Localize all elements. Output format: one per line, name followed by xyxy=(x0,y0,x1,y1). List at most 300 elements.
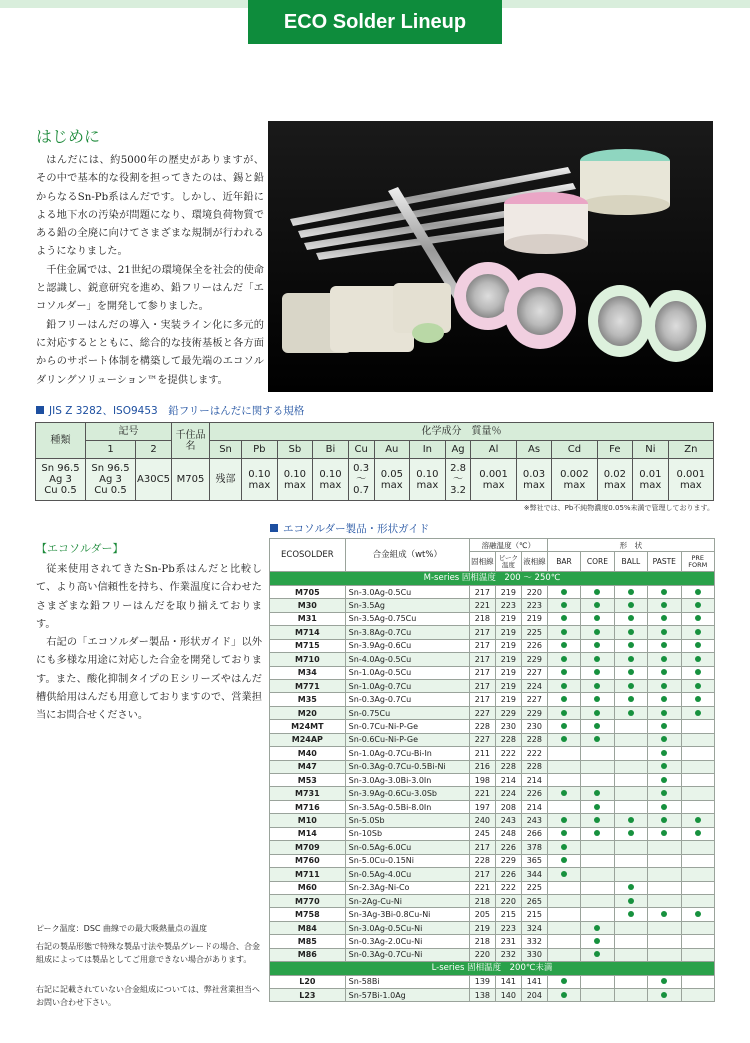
alloy-code: M709 xyxy=(270,841,346,854)
liquidus-temp: 225 xyxy=(521,881,547,894)
solidus-temp: 217 xyxy=(469,639,495,652)
jis-element-header: As xyxy=(516,441,552,459)
available-dot-icon xyxy=(695,602,701,608)
liquidus-temp: 378 xyxy=(521,841,547,854)
intro-paragraph: はんだには、約5000年の歴史がありますが、その中で基本的な役割を担ってきたのは、錫と鉛からなるSn-Pb系はんだです。しかし、近年鉛による地下水の汚染が問題になり、環境負荷物質である鉛の全廃に向けてさまざまな規制が行われるようになりました。 xyxy=(36,155,264,258)
available-dot-icon xyxy=(561,790,567,796)
shape-availability-cell xyxy=(648,639,681,652)
peak-temp: 219 xyxy=(495,612,521,625)
jis-value-cell: 0.001 max xyxy=(668,459,713,501)
shape-availability-cell xyxy=(648,948,681,961)
shape-availability-cell xyxy=(547,693,580,706)
liquidus-temp: 230 xyxy=(521,720,547,733)
guide-paste-header: PASTE xyxy=(648,552,681,572)
available-dot-icon xyxy=(561,669,567,675)
shape-availability-cell xyxy=(614,908,647,921)
solidus-temp: 205 xyxy=(469,908,495,921)
jis-value-cell: 0.03 max xyxy=(516,459,552,501)
alloy-composition: Sn-0.75Cu xyxy=(345,706,469,719)
available-dot-icon xyxy=(695,589,701,595)
shape-availability-cell xyxy=(581,800,614,813)
table-row xyxy=(270,774,715,787)
alloy-composition: Sn-3.5Ag-0.75Cu xyxy=(345,612,469,625)
guide-heading-text: エコソルダー製品・形状ガイド xyxy=(283,523,430,535)
alloy-code: M34 xyxy=(270,666,346,679)
guide-peak-header: ピーク 温度 xyxy=(495,552,521,572)
available-dot-icon xyxy=(561,589,567,595)
shape-availability-cell xyxy=(581,612,614,625)
shape-availability-cell xyxy=(614,868,647,881)
shape-availability-cell xyxy=(648,693,681,706)
solidus-temp: 221 xyxy=(469,881,495,894)
table-row xyxy=(270,894,715,907)
available-dot-icon xyxy=(561,656,567,662)
shape-availability-cell xyxy=(681,666,715,679)
available-dot-icon xyxy=(661,736,667,742)
liquidus-temp: 266 xyxy=(521,827,547,840)
available-dot-icon xyxy=(661,777,667,783)
available-dot-icon xyxy=(594,615,600,621)
available-dot-icon xyxy=(661,642,667,648)
shape-availability-cell xyxy=(547,653,580,666)
alloy-code: M716 xyxy=(270,800,346,813)
available-dot-icon xyxy=(661,589,667,595)
guide-heading xyxy=(270,521,429,536)
intro-paragraph: 千住金属では、21世紀の環境保全を社会的使命と認識し、鋭意研究を進め、鉛フリーはんだ「エコソルダー」を開発して参りました。 xyxy=(36,264,264,313)
liquidus-temp: 344 xyxy=(521,868,547,881)
shape-availability-cell xyxy=(614,827,647,840)
available-dot-icon xyxy=(661,763,667,769)
shape-availability-cell xyxy=(581,706,614,719)
shape-availability-cell xyxy=(681,800,715,813)
shape-availability-cell xyxy=(581,989,614,1002)
alloy-composition: Sn-5.0Cu-0.15Ni xyxy=(345,854,469,867)
jis-table xyxy=(35,422,714,501)
shape-availability-cell xyxy=(614,948,647,961)
jis-senju-cell: M705 xyxy=(172,459,210,501)
shape-availability-cell xyxy=(547,827,580,840)
peak-temp: 243 xyxy=(495,814,521,827)
shape-availability-cell xyxy=(648,814,681,827)
shape-availability-cell xyxy=(581,921,614,934)
shape-availability-cell xyxy=(547,935,580,948)
available-dot-icon xyxy=(594,830,600,836)
table-row xyxy=(270,827,715,840)
alloy-code: M14 xyxy=(270,827,346,840)
alloy-composition: Sn-3.0Ag-3.0Bi-3.0In xyxy=(345,774,469,787)
available-dot-icon xyxy=(695,669,701,675)
table-row xyxy=(270,841,715,854)
available-dot-icon xyxy=(661,750,667,756)
available-dot-icon xyxy=(594,642,600,648)
shape-availability-cell xyxy=(648,747,681,760)
jis-value-cell: 0.3 〜 0.7 xyxy=(348,459,374,501)
available-dot-icon xyxy=(561,992,567,998)
shape-availability-cell xyxy=(547,800,580,813)
jis-value-cell: 0.02 max xyxy=(597,459,633,501)
shape-availability-cell xyxy=(547,881,580,894)
page-banner: ECO Solder Lineup xyxy=(248,0,502,44)
peak-temp: 141 xyxy=(495,975,521,988)
table-row xyxy=(270,747,715,760)
shape-availability-cell xyxy=(581,908,614,921)
alloy-composition: Sn-10Sb xyxy=(345,827,469,840)
jis-element-header: Ni xyxy=(633,441,669,459)
shape-availability-cell xyxy=(648,935,681,948)
available-dot-icon xyxy=(661,804,667,810)
table-row xyxy=(270,787,715,800)
peak-temp: 222 xyxy=(495,881,521,894)
available-dot-icon xyxy=(594,804,600,810)
jis-symbol-header: 記号 xyxy=(86,423,172,441)
shape-availability-cell xyxy=(681,908,715,921)
eco-paragraph: 従来使用されてきたSn-Pb系はんだと比較して、より高い信頼性を持ち、作業温度に合わせたさまざまな鉛フリーはんだを取り揃えております。 xyxy=(36,564,262,630)
jis-value-cell: 0.001 max xyxy=(471,459,516,501)
shape-availability-cell xyxy=(614,693,647,706)
available-dot-icon xyxy=(594,790,600,796)
table-row xyxy=(270,908,715,921)
jis-heading xyxy=(36,403,304,418)
solidus-temp: 139 xyxy=(469,975,495,988)
available-dot-icon xyxy=(628,696,634,702)
alloy-code: M84 xyxy=(270,921,346,934)
series-header: L-series 固相温度 200℃未満 xyxy=(270,962,715,975)
guide-melting-header: 溶融温度（℃） xyxy=(469,539,547,552)
table-row xyxy=(270,800,715,813)
alloy-composition: Sn-1.0Ag-0.7Cu xyxy=(345,679,469,692)
peak-temp: 208 xyxy=(495,800,521,813)
available-dot-icon xyxy=(661,602,667,608)
liquidus-temp: 226 xyxy=(521,639,547,652)
shape-availability-cell xyxy=(547,747,580,760)
table-row xyxy=(270,868,715,881)
jis-senju-header: 千住品名 xyxy=(172,423,210,459)
available-dot-icon xyxy=(594,669,600,675)
alloy-code: M24AP xyxy=(270,733,346,746)
peak-temp: 228 xyxy=(495,760,521,773)
available-dot-icon xyxy=(561,602,567,608)
shape-availability-cell xyxy=(614,599,647,612)
shape-availability-cell xyxy=(614,989,647,1002)
liquidus-temp: 223 xyxy=(521,599,547,612)
jis-value-cell: 0.05 max xyxy=(374,459,410,501)
alloy-composition: Sn-0.5Ag-4.0Cu xyxy=(345,868,469,881)
shape-availability-cell xyxy=(648,666,681,679)
peak-temp: 219 xyxy=(495,653,521,666)
alloy-code: M710 xyxy=(270,653,346,666)
alloy-code: M47 xyxy=(270,760,346,773)
guide-composition-header: 合金組成（wt%） xyxy=(345,539,469,572)
liquidus-temp: 227 xyxy=(521,666,547,679)
shape-availability-cell xyxy=(581,747,614,760)
available-dot-icon xyxy=(628,898,634,904)
table-row xyxy=(270,814,715,827)
table-row xyxy=(270,666,715,679)
available-dot-icon xyxy=(561,978,567,984)
alloy-composition: Sn-0.7Cu-Ni-P-Ge xyxy=(345,720,469,733)
shape-availability-cell xyxy=(648,599,681,612)
jis-value-cell: 0.01 max xyxy=(633,459,669,501)
shape-availability-cell xyxy=(547,626,580,639)
alloy-code: M770 xyxy=(270,894,346,907)
solidus-temp: 211 xyxy=(469,747,495,760)
liquidus-temp: 229 xyxy=(521,706,547,719)
shape-availability-cell xyxy=(648,800,681,813)
alloy-code: M24MT xyxy=(270,720,346,733)
alloy-code: M30 xyxy=(270,599,346,612)
shape-availability-cell xyxy=(614,881,647,894)
solidus-temp: 217 xyxy=(469,653,495,666)
alloy-code: M20 xyxy=(270,706,346,719)
alloy-code: L20 xyxy=(270,975,346,988)
jis-heading-text: JIS Z 3282、ISO9453 鉛フリーはんだに関する規格 xyxy=(49,405,305,417)
available-dot-icon xyxy=(561,817,567,823)
jis-value-cell: 0.10 max xyxy=(313,459,349,501)
available-dot-icon xyxy=(661,710,667,716)
solidus-temp: 216 xyxy=(469,760,495,773)
available-dot-icon xyxy=(561,710,567,716)
available-dot-icon xyxy=(661,978,667,984)
alloy-composition: Sn-57Bi-1.0Ag xyxy=(345,989,469,1002)
shape-availability-cell xyxy=(581,679,614,692)
peak-temp: 223 xyxy=(495,599,521,612)
shape-availability-cell xyxy=(547,666,580,679)
shape-availability-cell xyxy=(681,814,715,827)
shape-availability-cell xyxy=(581,881,614,894)
jis-value-cell: 0.10 max xyxy=(277,459,313,501)
alloy-code: M10 xyxy=(270,814,346,827)
alloy-composition: Sn-0.3Ag-0.7Cu-0.5Bi-Ni xyxy=(345,760,469,773)
liquidus-temp: 204 xyxy=(521,989,547,1002)
available-dot-icon xyxy=(695,710,701,716)
available-dot-icon xyxy=(695,830,701,836)
jis-type-header: 種類 xyxy=(36,423,86,459)
shape-availability-cell xyxy=(681,774,715,787)
guide-ecosolder-header: ECOSOLDER xyxy=(270,539,346,572)
alloy-code: M40 xyxy=(270,747,346,760)
available-dot-icon xyxy=(594,736,600,742)
solidus-temp: 217 xyxy=(469,626,495,639)
guide-preform-header: PRE FORM xyxy=(681,552,715,572)
jis-value-cell: 0.10 max xyxy=(242,459,278,501)
available-dot-icon xyxy=(695,696,701,702)
intro-paragraph: 鉛フリーはんだの導入・実装ライン化に多元的に対応するとともに、総合的な技術基板と各方面からのサポート体制を構築して最先端のエコソルダリングソリューション™を提供します。 xyxy=(36,319,264,386)
available-dot-icon xyxy=(594,710,600,716)
footnote-peak: ピーク温度：DSC 曲線での最大吸熱量点の温度 xyxy=(36,924,208,933)
table-row xyxy=(270,720,715,733)
shape-availability-cell xyxy=(648,827,681,840)
shape-availability-cell xyxy=(648,653,681,666)
solidus-temp: 221 xyxy=(469,787,495,800)
alloy-composition: Sn-3.9Ag-0.6Cu xyxy=(345,639,469,652)
alloy-code: M35 xyxy=(270,693,346,706)
shape-availability-cell xyxy=(547,774,580,787)
available-dot-icon xyxy=(561,615,567,621)
table-row xyxy=(270,975,715,988)
solidus-temp: 138 xyxy=(469,989,495,1002)
jis-type-cell: Sn 96.5 Ag 3 Cu 0.5 xyxy=(36,459,86,501)
shape-availability-cell xyxy=(681,760,715,773)
shape-availability-cell xyxy=(648,921,681,934)
available-dot-icon xyxy=(661,723,667,729)
available-dot-icon xyxy=(594,602,600,608)
jis-col2-header: 2 xyxy=(136,441,172,459)
liquidus-temp: 227 xyxy=(521,693,547,706)
shape-availability-cell xyxy=(681,612,715,625)
shape-availability-cell xyxy=(681,894,715,907)
table-row xyxy=(270,854,715,867)
shape-availability-cell xyxy=(681,720,715,733)
eco-title: 【エコソルダー】 xyxy=(36,542,124,555)
shape-availability-cell xyxy=(648,612,681,625)
shape-availability-cell xyxy=(581,935,614,948)
eco-paragraph: 右記の「エコソルダー製品・形状ガイド」以外にも多様な用途に対応した合金を開発しております。また、酸化抑制タイプのＥシリーズやはんだ槽供給用はんだも用意しておりますので、営業担当にお問合せください。 xyxy=(36,637,262,722)
solidus-temp: 217 xyxy=(469,841,495,854)
table-row xyxy=(270,881,715,894)
shape-availability-cell xyxy=(581,585,614,598)
shape-availability-cell xyxy=(648,733,681,746)
solidus-temp: 228 xyxy=(469,854,495,867)
available-dot-icon xyxy=(695,683,701,689)
shape-availability-cell xyxy=(581,841,614,854)
peak-temp: 219 xyxy=(495,679,521,692)
peak-temp: 220 xyxy=(495,894,521,907)
jis-symbol1-cell: Sn 96.5 Ag 3 Cu 0.5 xyxy=(86,459,136,501)
alloy-composition: Sn-0.5Ag-6.0Cu xyxy=(345,841,469,854)
shape-availability-cell xyxy=(581,814,614,827)
available-dot-icon xyxy=(628,656,634,662)
shape-availability-cell xyxy=(581,639,614,652)
alloy-code: M53 xyxy=(270,774,346,787)
available-dot-icon xyxy=(561,830,567,836)
available-dot-icon xyxy=(661,615,667,621)
jis-element-header: Al xyxy=(471,441,516,459)
liquidus-temp: 243 xyxy=(521,814,547,827)
shape-availability-cell xyxy=(547,868,580,881)
shape-availability-cell xyxy=(547,599,580,612)
shape-availability-cell xyxy=(614,787,647,800)
alloy-composition: Sn-0.6Cu-Ni-P-Ge xyxy=(345,733,469,746)
alloy-composition: Sn-1.0Ag-0.5Cu xyxy=(345,666,469,679)
table-row xyxy=(270,653,715,666)
shape-availability-cell xyxy=(614,666,647,679)
shape-availability-cell xyxy=(648,868,681,881)
table-row xyxy=(270,585,715,598)
liquidus-temp: 214 xyxy=(521,774,547,787)
available-dot-icon xyxy=(628,884,634,890)
solidus-temp: 228 xyxy=(469,720,495,733)
table-row xyxy=(270,760,715,773)
alloy-composition: Sn-3.0Ag-0.5Cu-Ni xyxy=(345,921,469,934)
shape-availability-cell xyxy=(614,841,647,854)
shape-availability-cell xyxy=(581,787,614,800)
jis-element-header: Fe xyxy=(597,441,633,459)
shape-availability-cell xyxy=(581,733,614,746)
jis-element-header: In xyxy=(410,441,446,459)
alloy-code: M705 xyxy=(270,585,346,598)
available-dot-icon xyxy=(561,642,567,648)
shape-availability-cell xyxy=(681,693,715,706)
shape-availability-cell xyxy=(547,921,580,934)
intro-text xyxy=(36,152,264,390)
shape-availability-cell xyxy=(614,935,647,948)
available-dot-icon xyxy=(695,642,701,648)
jis-chem-header: 化学成分 質量％ xyxy=(210,423,714,441)
available-dot-icon xyxy=(661,830,667,836)
available-dot-icon xyxy=(695,911,701,917)
shape-availability-cell xyxy=(648,894,681,907)
shape-availability-cell xyxy=(581,948,614,961)
solidus-temp: 227 xyxy=(469,706,495,719)
shape-availability-cell xyxy=(648,975,681,988)
peak-temp: 230 xyxy=(495,720,521,733)
available-dot-icon xyxy=(628,615,634,621)
available-dot-icon xyxy=(594,723,600,729)
footnote-contact: 右記に記載されていない合金組成については、弊社営業担当へお問い合わせ下さい。 xyxy=(36,985,260,1007)
alloy-composition: Sn-0.3Ag-0.7Cu-Ni xyxy=(345,948,469,961)
liquidus-temp: 265 xyxy=(521,894,547,907)
liquidus-temp: 324 xyxy=(521,921,547,934)
available-dot-icon xyxy=(561,723,567,729)
shape-availability-cell xyxy=(681,679,715,692)
available-dot-icon xyxy=(561,857,567,863)
jis-element-header: Cu xyxy=(348,441,374,459)
shape-availability-cell xyxy=(547,908,580,921)
shape-availability-cell xyxy=(581,868,614,881)
shape-availability-cell xyxy=(681,639,715,652)
shape-availability-cell xyxy=(648,760,681,773)
jis-symbol2-cell: A30C5 xyxy=(136,459,172,501)
alloy-code: M771 xyxy=(270,679,346,692)
available-dot-icon xyxy=(628,710,634,716)
available-dot-icon xyxy=(594,629,600,635)
shape-availability-cell xyxy=(581,693,614,706)
jis-value-cell: 2.8 〜 3.2 xyxy=(445,459,471,501)
shape-availability-cell xyxy=(681,989,715,1002)
table-row xyxy=(270,612,715,625)
shape-availability-cell xyxy=(614,760,647,773)
available-dot-icon xyxy=(695,629,701,635)
shape-availability-cell xyxy=(547,720,580,733)
shape-availability-cell xyxy=(547,585,580,598)
jis-col1-header: 1 xyxy=(86,441,136,459)
shape-availability-cell xyxy=(681,653,715,666)
peak-temp: 231 xyxy=(495,935,521,948)
alloy-composition: Sn-3.8Ag-0.7Cu xyxy=(345,626,469,639)
available-dot-icon xyxy=(695,817,701,823)
shape-availability-cell xyxy=(547,841,580,854)
solidus-temp: 217 xyxy=(469,666,495,679)
alloy-composition: Sn-3.5Ag-0.5Bi-8.0In xyxy=(345,800,469,813)
available-dot-icon xyxy=(561,629,567,635)
alloy-composition: Sn-3.5Ag xyxy=(345,599,469,612)
available-dot-icon xyxy=(628,589,634,595)
available-dot-icon xyxy=(594,951,600,957)
available-dot-icon xyxy=(594,696,600,702)
product-photo xyxy=(268,121,713,392)
guide-solidus-header: 固相線 xyxy=(469,552,495,572)
series-header: M-series 固相温度 200 〜 250℃ xyxy=(270,572,715,585)
shape-availability-cell xyxy=(681,841,715,854)
available-dot-icon xyxy=(594,656,600,662)
alloy-code: L23 xyxy=(270,989,346,1002)
peak-temp: 226 xyxy=(495,841,521,854)
shape-availability-cell xyxy=(614,975,647,988)
available-dot-icon xyxy=(661,696,667,702)
alloy-composition: Sn-58Bi xyxy=(345,975,469,988)
alloy-composition: Sn-1.0Ag-0.7Cu-Bi-In xyxy=(345,747,469,760)
available-dot-icon xyxy=(594,589,600,595)
